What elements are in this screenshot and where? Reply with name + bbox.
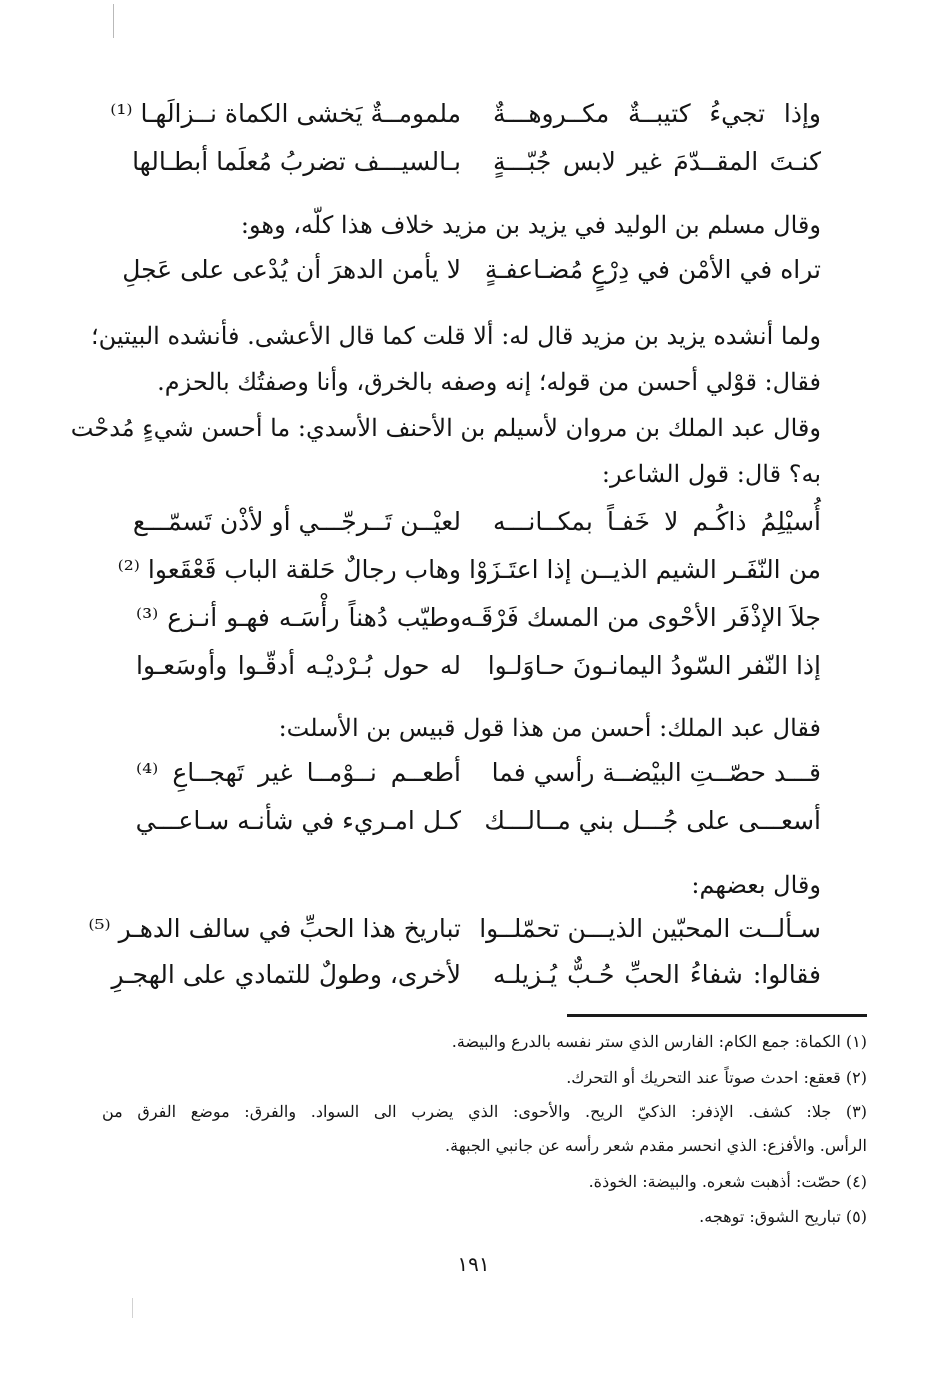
hemistich-first: تراه في الأمْن في دِرْعٍ مُضـاعفـةٍ [484, 255, 821, 284]
hemistich-first: كنـتَ المقــدّمَ غير لابس جُبّـــةٍ [493, 147, 821, 176]
scan-margin-line [132, 1298, 133, 1318]
poem-verse [132, 140, 821, 184]
page-number: ١٩١ [457, 1252, 490, 1276]
poem-verse [136, 799, 821, 843]
hemistich-first: سـألــت المحبّين الذيـــن تحمّلــوا [479, 914, 821, 943]
poem-verse [136, 596, 821, 640]
prose-line: به؟ قال: قول الشاعر: [601, 460, 821, 488]
hemistich-first: وإذا تجيءُ كتيبــةٌ مكــروهـــةٌ [493, 99, 821, 128]
hemistich-first: أُسيْلِمُ ذاكُـم لا خَفـاً بمكــانـــه [493, 507, 821, 536]
prose-line: وقال عبد الملك بن مروان لأسيلم بن الأحنف الأسدي: ما أحسن شيءٍ مُدحْت [70, 414, 821, 442]
hemistich-first: أسعـــى على جُـــل بني مــالـــك [484, 806, 821, 835]
footnote: (٣) جلا: كشف. الإذفر: الذكيّ الريح. والأحوى: الذي يضرب الى السواد. والفرق: موضع الفرق من [102, 1102, 867, 1121]
hemistich-first: إذا النّفر السّودُ اليمانـونَ حـاوَلـوا [487, 651, 821, 680]
hemistich-second: أطعــم نــوْمــا غير تَهجــاعِ ⁽⁴⁾ [136, 758, 461, 787]
poem-verse [111, 953, 821, 997]
hemistich-second: ملمومــةٌ يَخشى الكماة نــزالَهـا ⁽¹⁾ [110, 99, 461, 128]
poem-verse [88, 907, 821, 951]
hemistich-second: له حول بُـرْديْـه أدقّـوا وأوسَعـوا [136, 651, 461, 680]
prose-line: وقال مسلم بن الوليد في يزيد بن مزيد خلاف هذا كلّه، وهو: [240, 211, 821, 239]
hemistich-first: من النّفَـر الشيم الذيــن إذا اعتَـزَوْا [469, 555, 821, 584]
poem-verse [122, 248, 821, 292]
prose-line: وقال بعضهم: [691, 871, 821, 899]
hemistich-second: تباريخ هذا الحبِّ في سالف الدهـر ⁽⁵⁾ [88, 914, 461, 943]
scan-margin-line [113, 4, 114, 38]
footnote: (٤) حصّت: أذهبت شعره. والبيضة: الخوذة. [588, 1172, 867, 1191]
hemistich-second: وهاب رجالٌ حَلقة الباب قَعْقَعوا ⁽²⁾ [117, 555, 461, 584]
prose-line: ولما أنشده يزيد بن مزيد قال له: ألا قلت كما قال الأعشى. فأنشده البيتين؛ [91, 322, 821, 350]
hemistich-first: قـــد حصّــتِ البيْضــة رأسي فما [491, 758, 821, 787]
hemistich-first: فقالوا: شفاءُ الحبِّ حُـبٌّ يُـزيلـه [493, 960, 821, 989]
hemistich-second: وطيّب دُهناً رأْسَـه فهـو أنـزع ⁽³⁾ [136, 603, 461, 632]
footnote-continuation: الرأس. والأفزع: الذي انحسر مقدم شعر رأسه عن جانبي الجبهة. [445, 1136, 867, 1155]
poem-verse [136, 644, 821, 688]
poem-verse [110, 92, 821, 136]
poem-verse [117, 548, 821, 592]
prose-line: فقال عبد الملك: أحسن من هذا قول قبيس بن الأسلت: [278, 714, 821, 742]
hemistich-second: كـل امـريء في شأنـه سـاعـــي [135, 806, 461, 835]
hemistich-second: لأخرى، وطولٌ للتمادي على الهجـرِ [111, 960, 461, 989]
hemistich-second: بـالسيـــف تضربُ مُعلَما أبطـالها [132, 147, 461, 176]
hemistich-second: لا يأمن الدهرَ أن يُدْعى على عَجلِ [122, 255, 461, 284]
footnote-divider [567, 1014, 867, 1017]
prose-line: فقال: قوْلي أحسن من قوله؛ إنه وصفه بالخرق، وأنا وصفتُك بالحزم. [157, 368, 821, 396]
footnote: (٥) تباريح الشوق: توهجه. [699, 1207, 867, 1226]
footnote: (٢) قعقع: احدث صوتاً عند التحريك أو التحرك. [566, 1068, 867, 1087]
poem-verse [132, 500, 821, 544]
footnote: (١) الكماة: جمع الكام: الفارس الذي ستر نفسه بالدرع والبيضة. [451, 1032, 867, 1051]
hemistich-first: جلاَ الإذْفَر الأحْوى من المسك فَرْقَـه [460, 603, 821, 632]
hemistich-second: لعيْــن تَــرجّـــي أو لأذْن تَسمّـــع [132, 507, 461, 536]
poem-verse [136, 751, 821, 795]
